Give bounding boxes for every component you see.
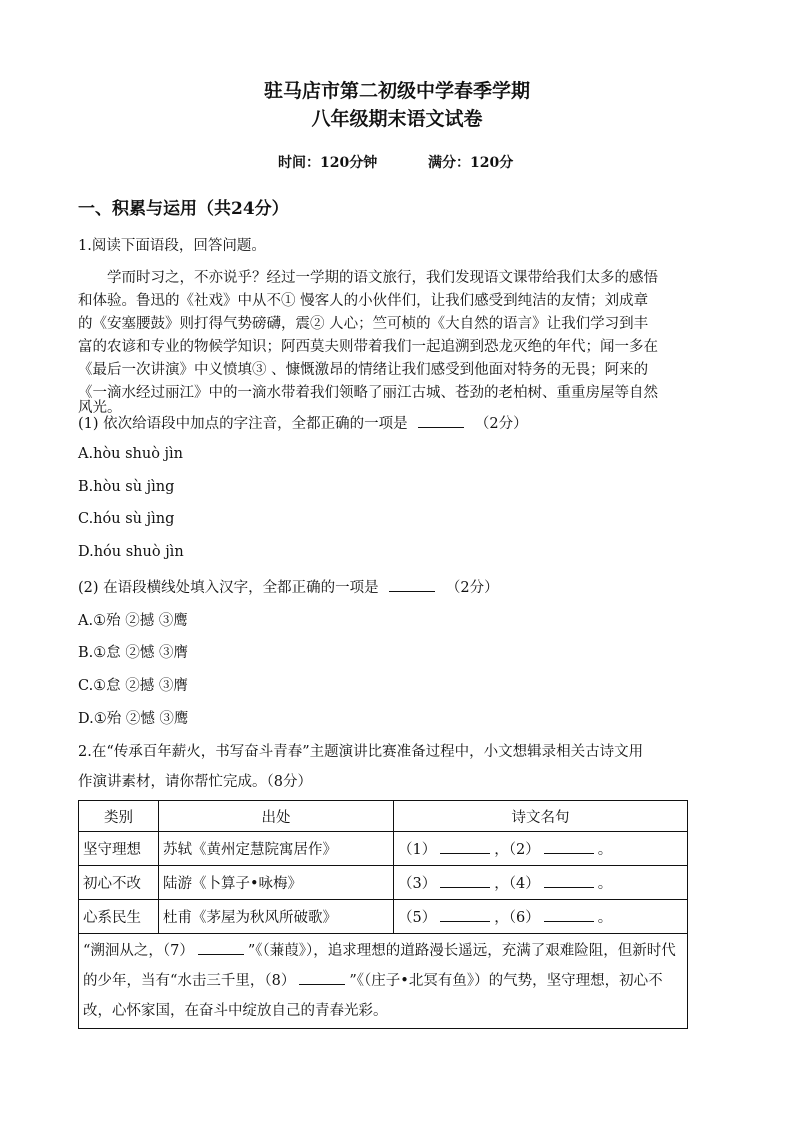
poem-table — [78, 800, 688, 1029]
answer-blank[interactable] — [544, 909, 594, 922]
answer-blank[interactable] — [418, 415, 464, 428]
passage-line: 富的农谚和专业的物候学知识；阿西莫夫则带着我们一起追溯到恐龙灭绝的年代；闻一多在 — [78, 339, 658, 355]
option-a[interactable]: A.①殆 ②撼 ③鹰 — [78, 613, 188, 629]
school-title: 驻马店市第二初级中学春季学期 — [263, 80, 530, 102]
option-c[interactable]: C.hóu sù jìng — [78, 511, 175, 527]
table-row — [79, 866, 688, 900]
answer-blank[interactable] — [440, 909, 490, 922]
sub1-points: （2分） — [474, 416, 528, 432]
q2-prompt-line2: 作演讲素材，请你帮忙完成。（8分） — [78, 774, 312, 790]
answer-blank[interactable] — [389, 579, 435, 592]
blank-label: （5） — [398, 910, 437, 926]
blank-label: （3） — [398, 876, 437, 892]
row-category: 初心不改 — [79, 866, 159, 900]
option-b[interactable]: B.①怠 ②憾 ③膺 — [78, 645, 188, 661]
note-part1: “溯洄从之，（7） — [83, 943, 194, 959]
table-row — [79, 832, 688, 866]
row-source: 杜甫《茅屋为秋风所破歌》 — [159, 900, 394, 934]
option-b[interactable]: B.hòu sù jìng — [78, 479, 175, 495]
table-header-row — [79, 801, 688, 832]
answer-blank[interactable] — [440, 841, 490, 854]
answer-blank[interactable] — [299, 972, 345, 985]
row-category: 坚守理想 — [79, 832, 159, 866]
comma: ， — [494, 876, 509, 892]
q1-sub2 — [78, 576, 499, 597]
note-part2: ”《（蒹葭》），追求理想的道路漫长遥远，充满了艰难险阻，但新时代的少年，当有“水击三千里，（8） — [83, 943, 676, 989]
period: 。 — [597, 842, 613, 858]
option-d[interactable]: D.①殆 ②憾 ③鹰 — [78, 711, 189, 727]
option-d[interactable]: D.hóu shuò jìn — [78, 544, 184, 560]
sub2-points: （2分） — [445, 580, 499, 596]
blank-label: （6） — [508, 910, 540, 926]
passage-line: 风光。 — [78, 400, 122, 416]
q2-prompt-line1: 2.在“传承百年薪火，书写奋斗青春”主题演讲比赛准备过程中，小文想辑录相关古诗文用 — [78, 744, 644, 760]
comma: ， — [494, 842, 509, 858]
blank-label: （1） — [398, 842, 437, 858]
table-note — [79, 934, 688, 1029]
header-source: 出处 — [159, 801, 394, 832]
section-title: 一、积累与运用（共24分） — [78, 199, 289, 219]
passage-line: 的《安塞腰鼓》则打得气势磅礴，震② 人心；竺可桢的《大自然的语言》让我们学习到丰 — [78, 316, 649, 332]
row-category: 心系民生 — [79, 900, 159, 934]
row-source: 苏轼《黄州定慧院寓居作》 — [159, 832, 394, 866]
row-quote — [394, 832, 688, 866]
q1-sub1 — [78, 412, 528, 433]
exam-title: 八年级期末语文试卷 — [311, 108, 483, 130]
option-a[interactable]: A.hòu shuò jìn — [78, 446, 184, 462]
row-quote — [394, 866, 688, 900]
option-c[interactable]: C.①怠 ②撼 ③膺 — [78, 678, 188, 694]
period: 。 — [597, 876, 613, 892]
row-quote — [394, 900, 688, 934]
answer-blank[interactable] — [544, 841, 594, 854]
table-note-row — [79, 934, 688, 1029]
blank-label: （4） — [508, 876, 540, 892]
exam-time: 时间：120分钟 — [278, 155, 378, 171]
answer-blank[interactable] — [440, 875, 490, 888]
passage-line: 和体验。鲁迅的《社戏》中从不① 慢客人的小伙伴们，让我们感受到纯洁的友情；刘成章 — [78, 293, 649, 309]
sub2-prompt: (2) 在语段横线处填入汉字，全都正确的一项是 — [78, 580, 379, 596]
note-part3: ”《（庄子•北冥有鱼》）的气势，坚守理想，初心不改，心怀家国，在奋斗中绽放自己的青春光彩。 — [83, 973, 663, 1019]
answer-blank[interactable] — [544, 875, 594, 888]
passage-line: 《一滴水经过丽江》中的一滴水带着我们领略了丽江古城、苍劲的老柏树、重重房屋等自然 — [78, 385, 658, 401]
exam-score: 满分：120分 — [428, 155, 514, 171]
answer-blank[interactable] — [198, 942, 244, 955]
header-category: 类别 — [79, 801, 159, 832]
passage-line: 学而时习之，不亦说乎？经过一学期的语文旅行，我们发现语文课带给我们太多的感悟 — [107, 270, 658, 286]
row-source: 陆游《卜算子•咏梅》 — [159, 866, 394, 900]
sub1-prompt: (1) 依次给语段中加点的字注音，全都正确的一项是 — [78, 416, 408, 432]
header-quote: 诗文名句 — [394, 801, 688, 832]
period: 。 — [597, 910, 613, 926]
blank-label: （2） — [508, 842, 540, 858]
comma: ， — [494, 910, 509, 926]
table-row — [79, 900, 688, 934]
q1-prompt: 1.阅读下面语段，回答问题。 — [78, 238, 266, 254]
passage-line: 《最后一次讲演》中义愤填③ 、慷慨激昂的情绪让我们感受到他面对特务的无畏；阿来的 — [78, 362, 649, 378]
